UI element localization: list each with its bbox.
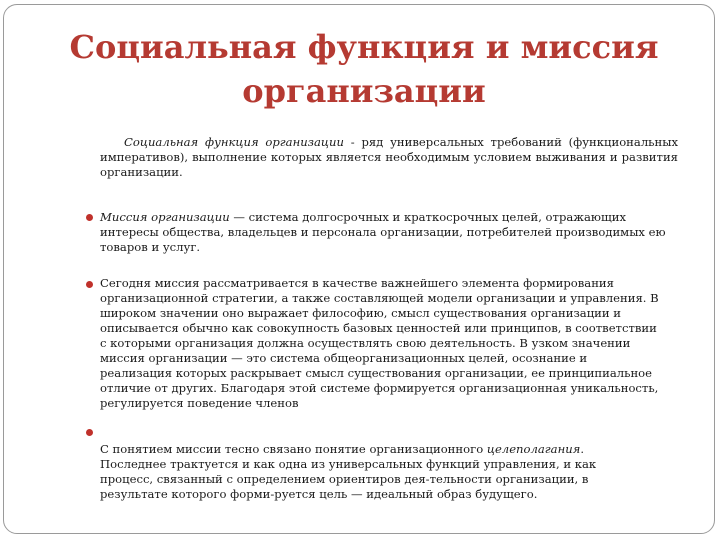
term-goal-setting: целеполагания bbox=[486, 442, 581, 456]
social-function-definition: - ряд универсальных требований (функциональных императивов), выполнение которых является необходимым условием выживания и развития организации. bbox=[100, 135, 678, 179]
paragraph-social-function bbox=[100, 135, 678, 180]
bullet-icon bbox=[86, 214, 93, 221]
goal-setting-intro: С понятием миссии тесно связано понятие организационного bbox=[100, 442, 487, 456]
title-line-1: Социальная функция и миссия bbox=[69, 28, 659, 66]
term-social-function: Социальная функция организации bbox=[124, 135, 344, 149]
title-line-2: организации bbox=[242, 72, 486, 110]
bullet-icon bbox=[86, 281, 93, 288]
paragraph-mission-definition bbox=[100, 210, 685, 255]
slide-body bbox=[4, 5, 716, 535]
slide-frame bbox=[3, 4, 715, 534]
paragraph-goal-setting bbox=[100, 442, 640, 502]
goal-setting-rest: . Последнее трактуется и как одна из универсальных функций управления, и как процесс, связанный с определением ориентиров дея-тельности организации, в результате которого форми-руется цель — идеальный образ будущего. bbox=[100, 442, 597, 501]
mission-definition-text: — система долгосрочных и краткосрочных целей, отражающих интересы общества, владельцев и персонала организации, потребителей производимых ею товаров и услуг. bbox=[100, 210, 666, 254]
paragraph-mission-role: Сегодня миссия рассматривается в качестве важнейшего элемента формирования организационной стратегии, а также составляющей модели организации и управления. В широком значении оно выражает философию, смысл существования организации и описывается обычно как совокупность базовых ценностей или принципов, в соответствии с которыми организация должна осуществлять свою деятельность. В узком значении миссия организации — это система общеорганизационных целей, осознание и реализация которых раскрывает смысл существования организации, ее принципиальное отличие от других. Благодаря этой системе формируется организационная уникальность, регулируется поведение членов bbox=[100, 276, 659, 410]
term-mission: Миссия организации bbox=[100, 210, 230, 224]
bullet-icon bbox=[86, 429, 93, 436]
